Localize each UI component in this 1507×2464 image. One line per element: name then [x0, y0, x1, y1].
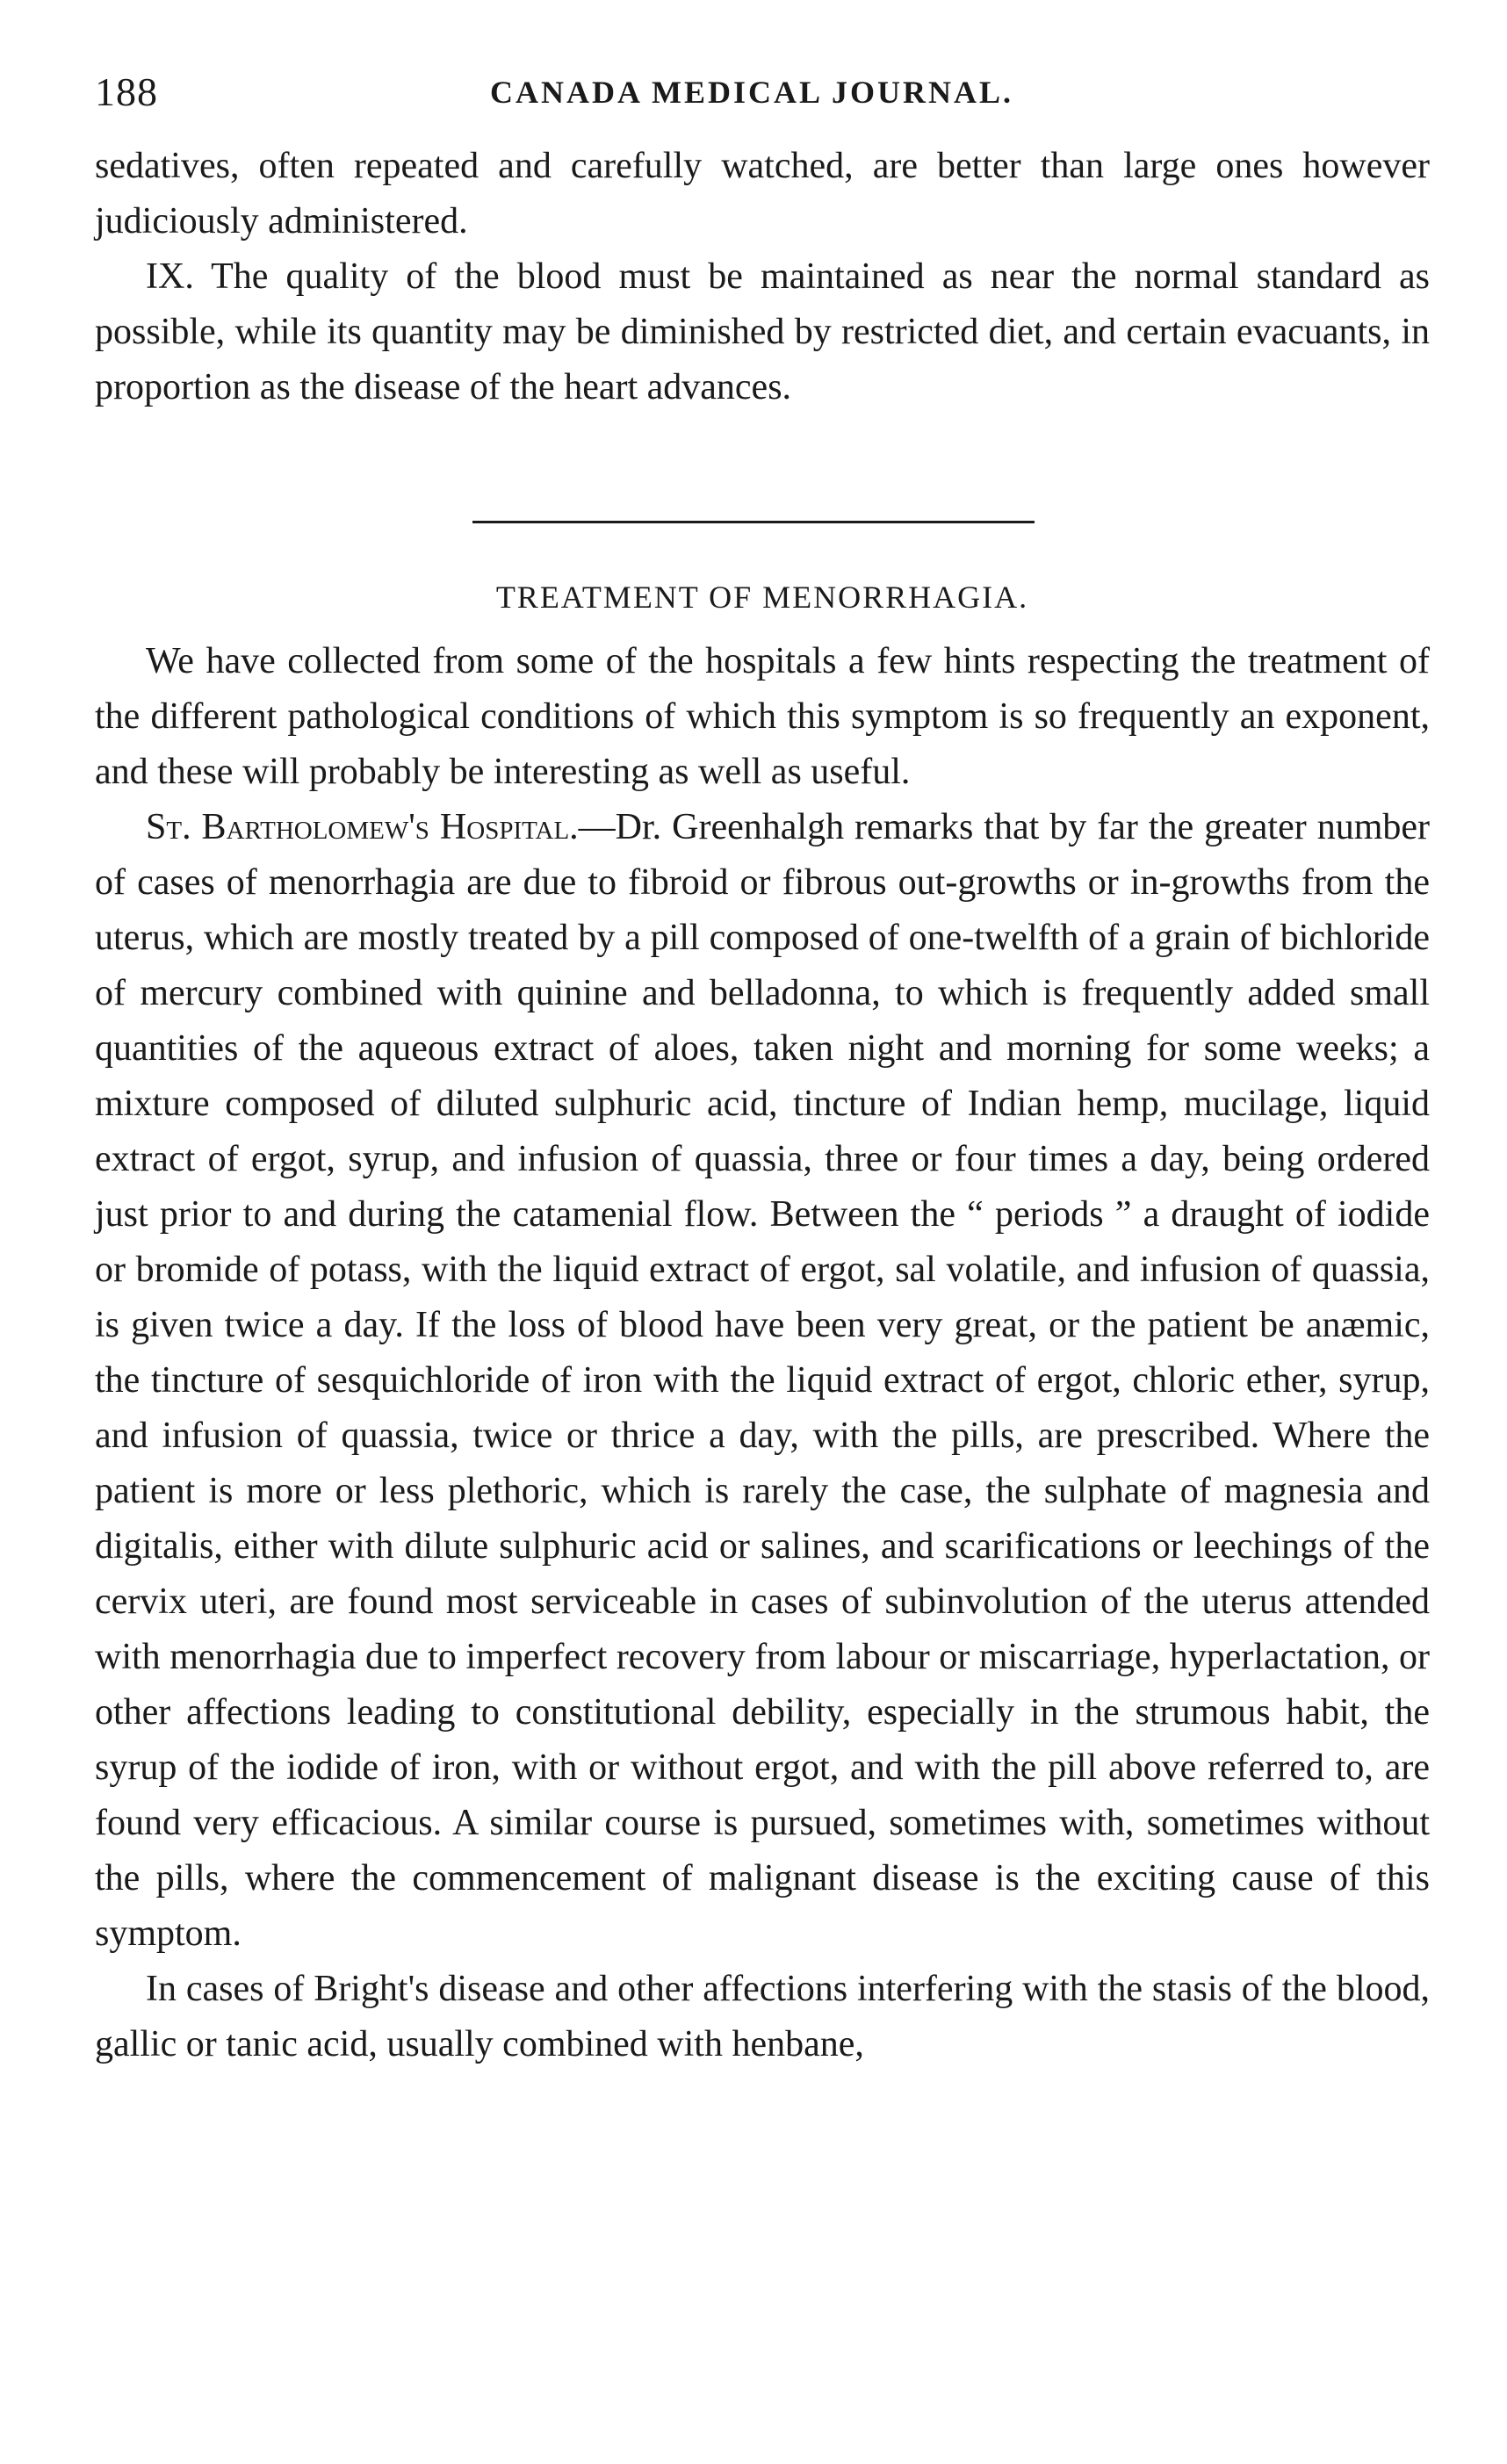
section-heading: TREATMENT OF MENORRHAGIA.	[495, 580, 1029, 615]
section-divider	[472, 521, 1035, 523]
page-number: 188	[95, 69, 158, 114]
section-paragraph-brights: In cases of Bright's disease and other affections interfering with the stasis of the blood, gallic or tanic acid, usually combined with henbane,	[95, 1969, 1430, 2064]
intro-paragraph-ix: IX. The quality of the blood must be maintained as near the normal standard as possible, while its quantity may be diminished by restricted diet, and certain evacuants, in proportion as the disease of the heart advances.	[95, 256, 1430, 407]
hospital-report-text: —Dr. Greenhalgh remarks that by far the greater number of cases of menorrhagia are due to fibroid or fibrous out-growths or in-growths from the uterus, which are mostly treated by a pill composed of one-twelfth of a grain of bichloride of mercury combined with quinine and belladonna, to which is frequently added small quantities of the aqueous extract of aloes, taken night and morning for some weeks; a mixture composed of diluted sulphuric acid, tincture of Indian hemp, mucilage, liquid extract of ergot, syrup, and infusion of quassia, three or four times a day, being ordered just prior to and during the catamenial flow. Between the “ periods ” a draught of iodide or bromide of potass, with the liquid extract of ergot, sal volatile, and infusion of quassia, is given twice a day. If the loss of blood have been very great, or the patient be anæmic, the tincture of sesquichloride of iron with the liquid extract of ergot, chloric ether, syrup, and infusion of quassia, twice or thrice a day, with the pills, are prescribed. Where the patient is more or less plethoric, which is rarely the case, the sulphate of magnesia and digitalis, either with dilute sulphuric acid or salines, and scarifications or leechings of the cervix uteri, are found most serviceable in cases of subinvolution of the uterus attended with menorrhagia due to imperfect recovery from labour or miscarriage, hyperlactation, or other affections leading to constitutional debility, especially in the strumous habit, the syrup of the iodide of iron, with or without ergot, and with the pill above referred to, are found very efficacious. A similar course is pursued, sometimes with, sometimes without the pills, where the commencement of malignant disease is the exciting cause of this symptom.	[95, 807, 1430, 1954]
journal-title: CANADA MEDICAL JOURNAL.	[490, 75, 1014, 110]
hospital-name: St. Bartholomew's Hospital.	[146, 807, 579, 847]
section-paragraph-intro: We have collected from some of the hospitals a few hints respecting the treatment of the different pathological conditions of which this symptom is so frequently an exponent, and these will probably be interesting as well as useful.	[95, 641, 1430, 792]
section-paragraph-hospital	[95, 800, 1430, 1962]
section-body	[95, 634, 1430, 2072]
running-head	[95, 61, 1430, 123]
intro-text	[95, 139, 1430, 415]
intro-paragraph-continued: sedatives, often repeated and carefully watched, are better than large ones however judiciously administered.	[95, 146, 1430, 241]
